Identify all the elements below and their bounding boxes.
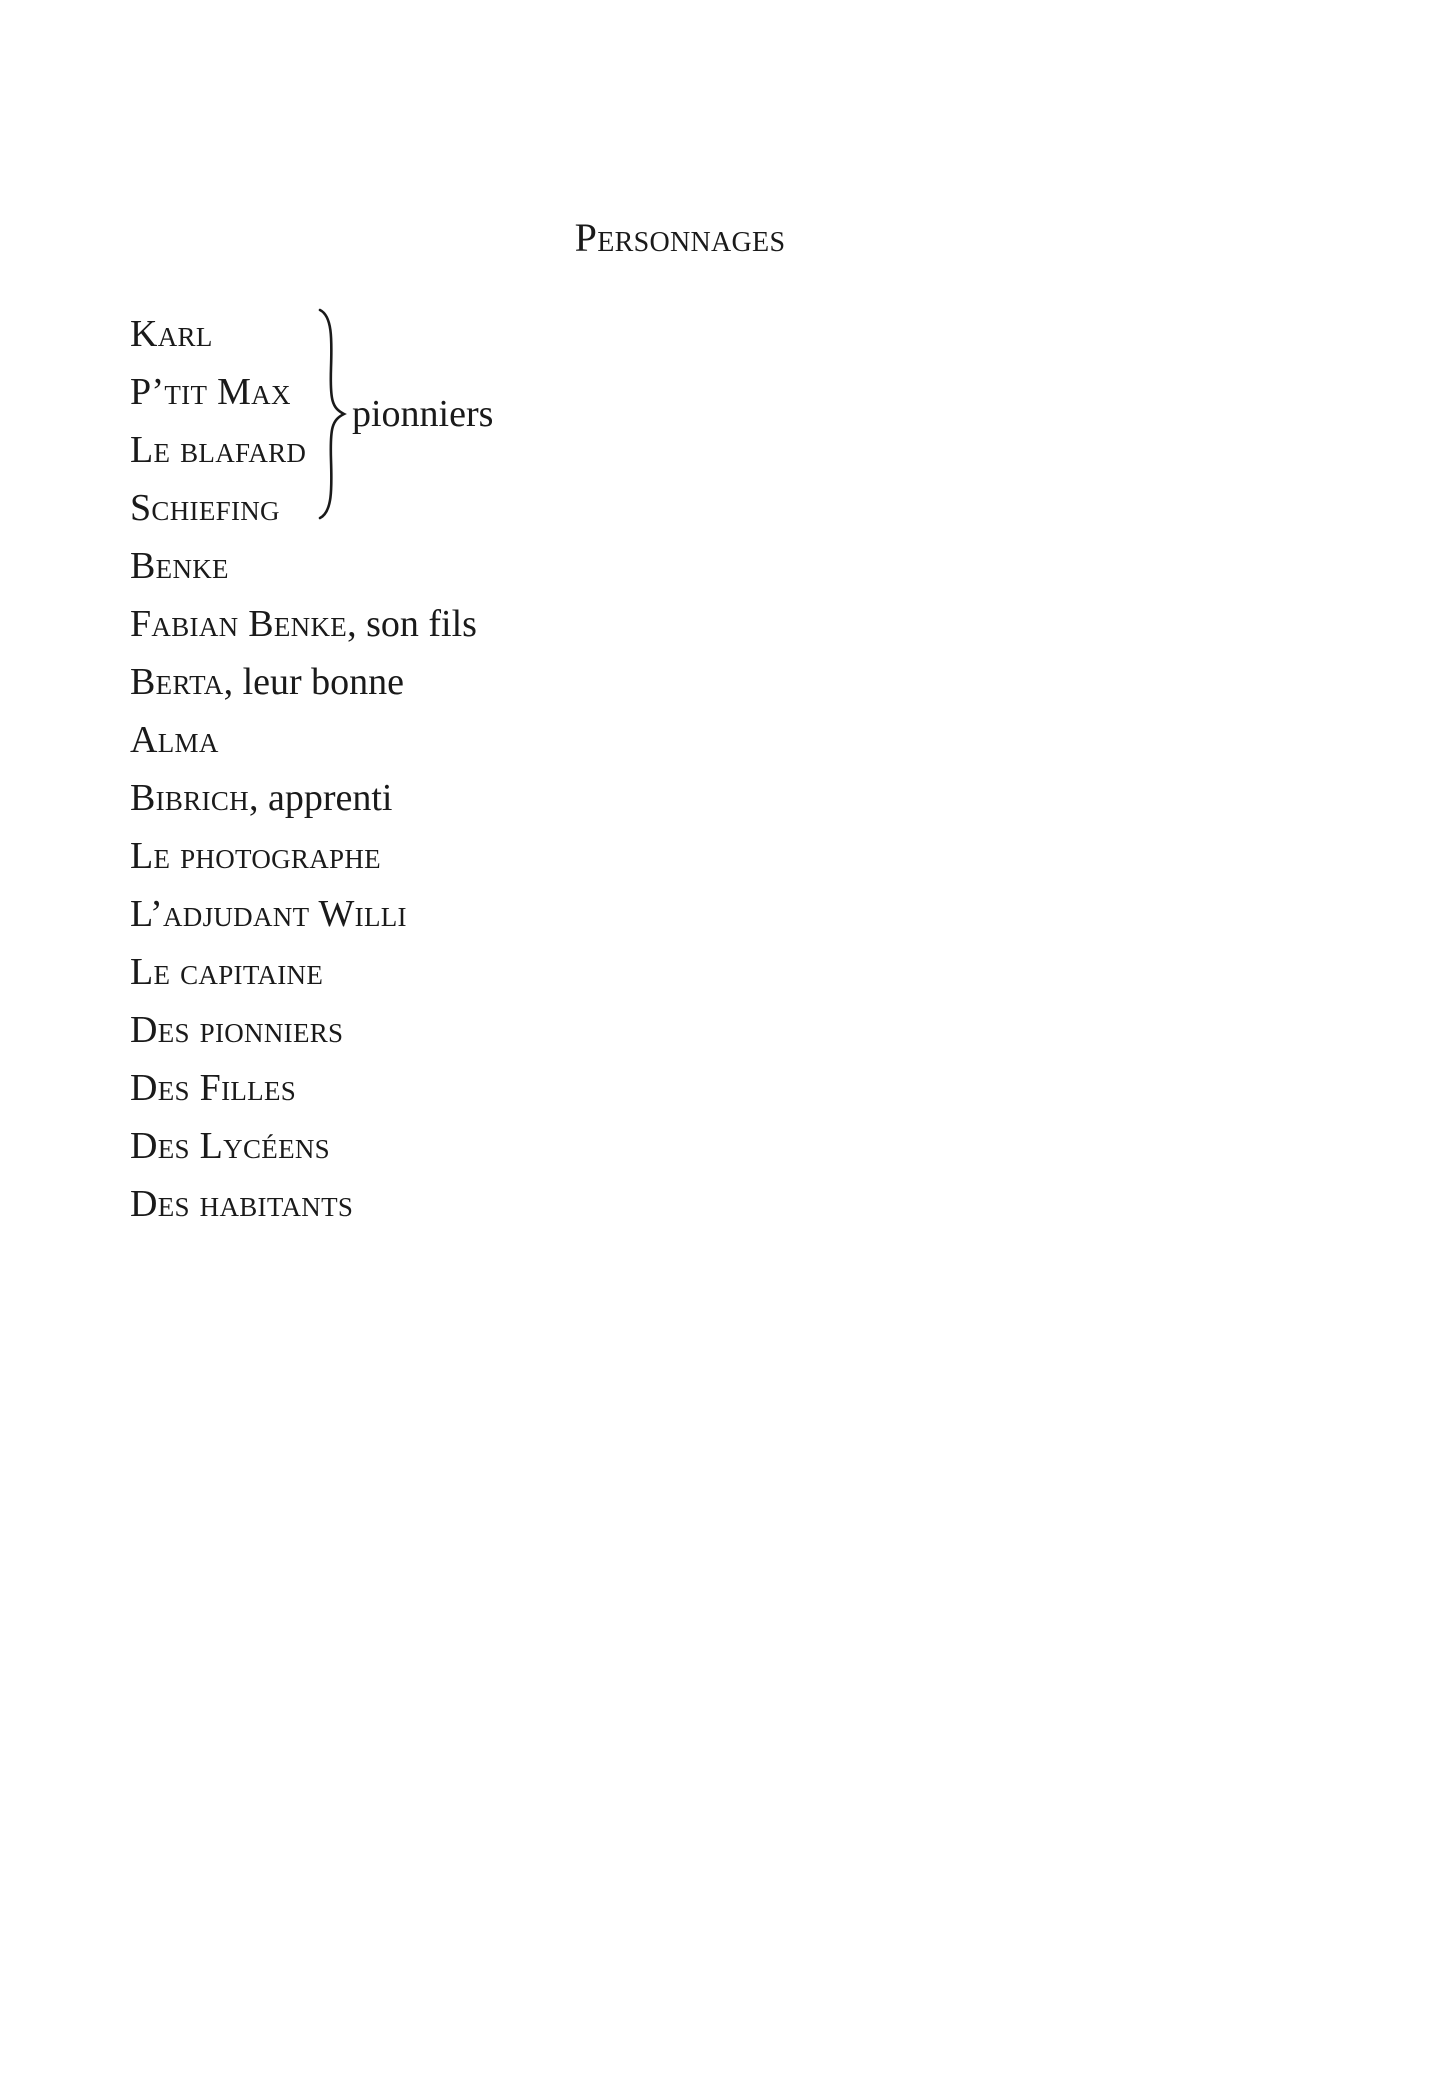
pionniers-group: [318, 308, 493, 520]
cast-item: [130, 1117, 477, 1175]
character-name: Berta: [130, 661, 224, 703]
character-name: P’tit Max: [130, 371, 291, 413]
character-name: Le photographe: [130, 835, 381, 877]
cast-item: [130, 885, 477, 943]
character-name: Le blafard: [130, 429, 307, 471]
character-description: , son fils: [347, 603, 477, 645]
cast-item: [130, 711, 477, 769]
cast-item: [130, 827, 477, 885]
character-name: Bibrich: [130, 777, 249, 819]
cast-item: [130, 1175, 477, 1233]
character-name: Des Filles: [130, 1067, 297, 1109]
cast-item: [130, 943, 477, 1001]
character-name: Alma: [130, 719, 219, 761]
right-brace-icon: [318, 308, 348, 520]
character-name: Karl: [130, 313, 213, 355]
character-description: , leur bonne: [223, 661, 405, 703]
page-title: Personnages: [574, 215, 786, 260]
character-name: Des pionniers: [130, 1009, 344, 1051]
character-name: Le capitaine: [130, 951, 324, 993]
character-name: Benke: [130, 545, 229, 587]
cast-item: [130, 769, 477, 827]
cast-item: [130, 1001, 477, 1059]
cast-item: [130, 595, 477, 653]
character-name: Fabian Benke: [130, 603, 348, 645]
group-label: pionniers: [352, 393, 494, 435]
character-name: Schiefing: [130, 487, 280, 529]
cast-item: [130, 1059, 477, 1117]
cast-item: [130, 653, 477, 711]
character-description: , apprenti: [248, 777, 393, 819]
character-name: Des Lycéens: [130, 1125, 330, 1167]
character-name: Des habitants: [130, 1183, 354, 1225]
character-name: L’adjudant Willi: [130, 893, 407, 935]
cast-item: [130, 537, 477, 595]
